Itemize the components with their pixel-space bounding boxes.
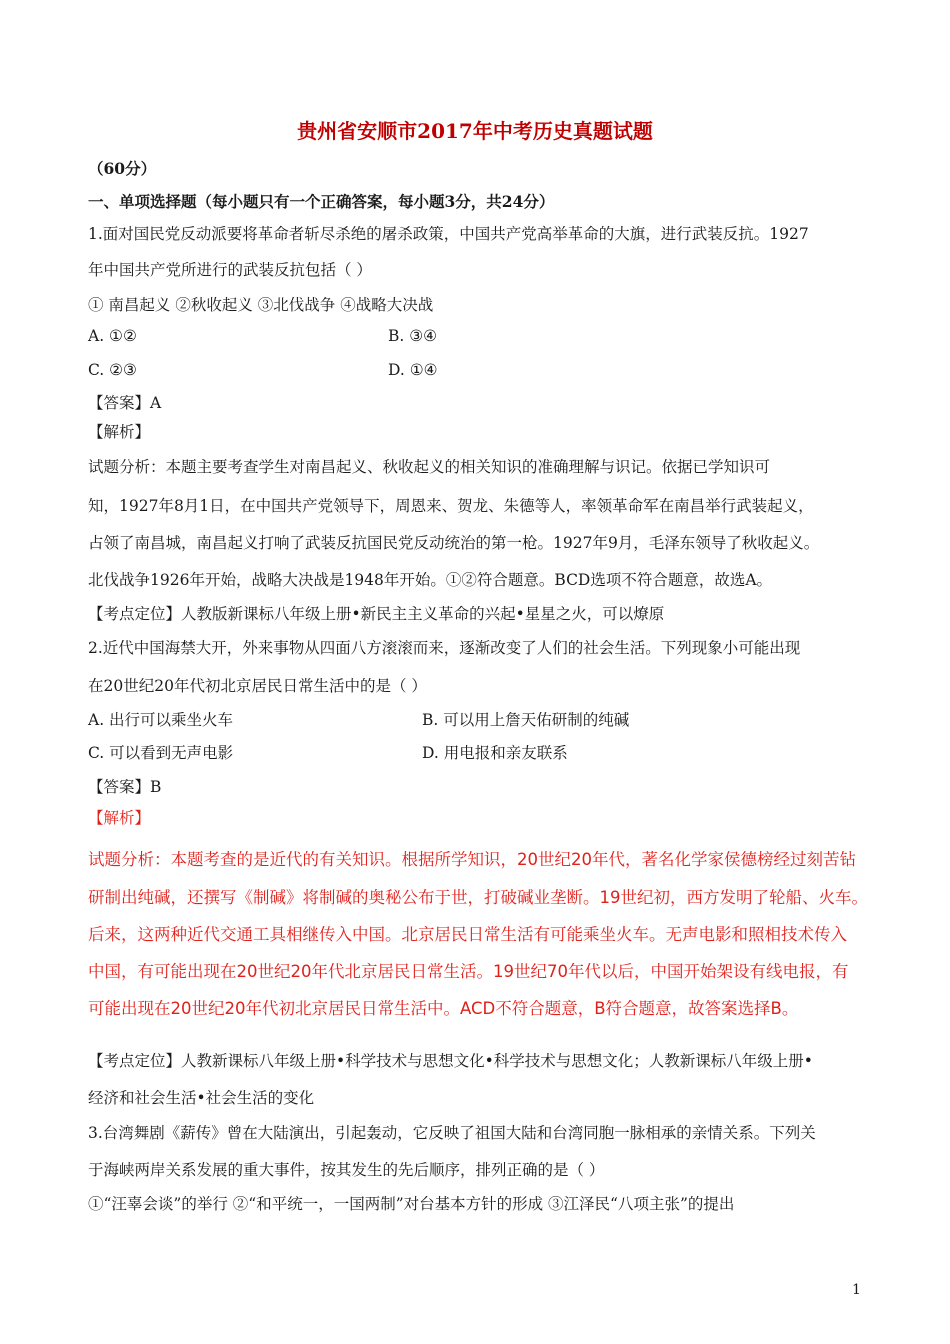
q1-analysis-label: 【解析】 — [88, 423, 151, 441]
q2-analysis-line: 试题分析：本题考查的是近代的有关知识。根据所学知识，20世纪20年代，著名化学家侯德榜经过刻苦钻 — [88, 850, 856, 869]
page-title: 贵州省安顺市2017年中考历史真题试题 — [297, 119, 653, 143]
q1-analysis-line: 占领了南昌城，南昌起义打响了武装反抗国民党反动统治的第一枪。1927年9月，毛泽东领导了秋收起义。 — [88, 534, 820, 552]
q2-stem-line1: 2.近代中国海禁大开，外来事物从四面八方滚滚而来，逐渐改变了人们的社会生活。下列现象小可能出现 — [88, 639, 801, 657]
q2-option-d: D. 用电报和亲友联系 — [422, 744, 568, 762]
q2-stem-line2: 在20世纪20年代初北京居民日常生活中的是（ ） — [88, 677, 427, 695]
q1-items: ① 南昌起义 ②秋收起义 ③北伐战争 ④战略大决战 — [88, 296, 434, 314]
section-heading: 一、单项选择题（每小题只有一个正确答案，每小题3分，共24分） — [88, 192, 555, 211]
q2-analysis-line: 可能出现在20世纪20年代初北京居民日常生活中。ACD不符合题意，B符合题意，故答案选择B。 — [88, 999, 799, 1018]
q2-option-a: A. 出行可以乘坐火车 — [88, 711, 234, 729]
q2-analysis-line: 中国，有可能出现在20世纪20年代北京居民日常生活。19世纪70年代以后，中国开始架设有线电报，有 — [88, 962, 849, 981]
q2-kaodian-line1: 【考点定位】人教新课标八年级上册•科学技术与思想文化•科学技术与思想文化；人教新课标八年级上册• — [88, 1052, 813, 1070]
q1-stem-line1: 1.面对国民党反动派要将革命者斩尽杀绝的屠杀政策，中国共产党高举革命的大旗，进行武装反抗。1927 — [88, 225, 809, 243]
q1-option-b: B. ③④ — [388, 327, 438, 345]
q2-answer: 【答案】B — [88, 778, 162, 796]
q2-analysis-label: 【解析】 — [88, 809, 151, 827]
q1-option-c: C. ②③ — [88, 361, 137, 379]
q3-items: ①“汪辜会谈”的举行 ②“和平统一，一国两制”对台基本方针的形成 ③江泽民“八项主张”的提出 — [88, 1195, 735, 1213]
q3-stem-line1: 3.台湾舞剧《薪传》曾在大陆演出，引起轰动，它反映了祖国大陆和台湾同胞一脉相承的亲情关系。下列关 — [88, 1124, 816, 1142]
q1-option-a: A. ①② — [88, 327, 137, 345]
q1-kaodian: 【考点定位】人教版新课标八年级上册•新民主主义革命的兴起•星星之火，可以燎原 — [88, 605, 665, 623]
q1-stem-line2: 年中国共产党所进行的武装反抗包括（ ） — [88, 261, 372, 279]
q2-analysis-line: 后来，这两种近代交通工具相继传入中国。北京居民日常生活有可能乘坐火车。无声电影和照相技术传入 — [88, 925, 847, 944]
q1-answer: 【答案】A — [88, 394, 162, 412]
q1-option-d: D. ①④ — [388, 361, 438, 379]
q1-analysis-line: 北伐战争1926年开始，战略大决战是1948年开始。①②符合题意。BCD选项不符合题意，故选A。 — [88, 571, 773, 589]
q2-kaodian-line2: 经济和社会生活•社会生活的变化 — [88, 1089, 315, 1107]
q2-option-b: B. 可以用上詹天佑研制的纯碱 — [422, 711, 630, 729]
total-score: （60分） — [88, 159, 157, 178]
q2-analysis-line: 研制出纯碱，还撰写《制碱》将制碱的奥秘公布于世，打破碱业垄断。19世纪初，西方发明了轮船、火车。 — [88, 888, 868, 907]
q1-analysis-line: 试题分析：本题主要考查学生对南昌起义、秋收起义的相关知识的准确理解与识记。依据已学知识可 — [88, 458, 771, 476]
page-number: 1 — [852, 1282, 861, 1298]
q2-option-c: C. 可以看到无声电影 — [88, 744, 234, 762]
q1-analysis-line: 知，1927年8月1日，在中国共产党领导下，周恩来、贺龙、朱德等人，率领革命军在南昌举行武装起义， — [88, 497, 814, 515]
q3-stem-line2: 于海峡两岸关系发展的重大事件，按其发生的先后顺序，排列正确的是（ ） — [88, 1161, 605, 1179]
